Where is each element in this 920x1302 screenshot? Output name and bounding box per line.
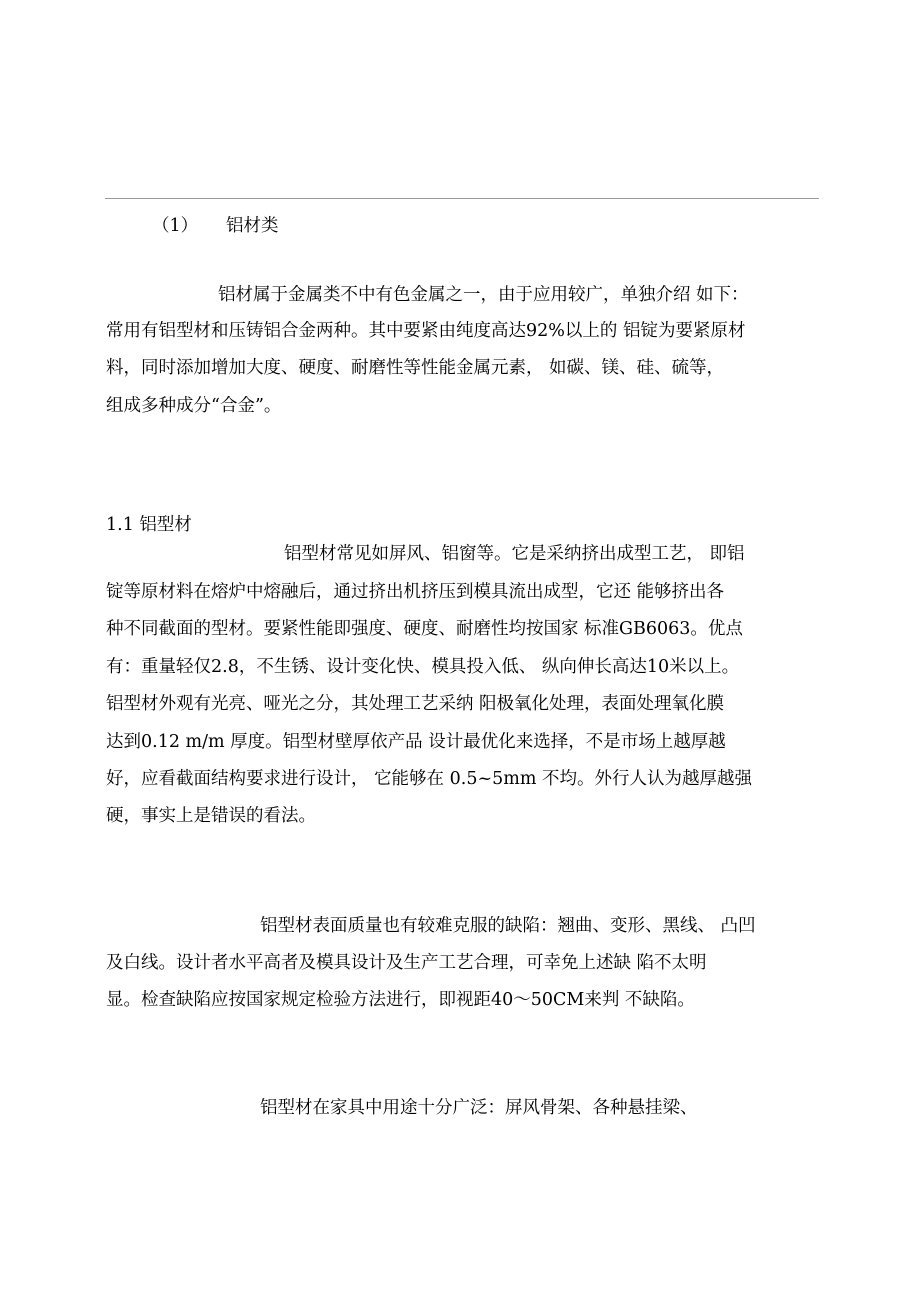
para1-line-6: 达到0.12 m/m 厚度。铝型材壁厚依产品 设计最优化来选择，不是市场上越厚越	[106, 732, 726, 752]
section-number: （1）	[152, 216, 199, 236]
section-title: 铝材类	[226, 216, 279, 236]
intro-line-4: 组成多种成分“合金”。	[106, 396, 282, 416]
intro-line-1: 铝材属于金属类不中有色金属之一，由于应用较广，单独介绍 如下：	[218, 285, 749, 305]
para1-line-5: 铝型材外观有光亮、哑光之分，其处理工艺采纳 阳极氧化处理，表面处理氧化膜	[106, 694, 725, 714]
header-rule	[105, 198, 819, 199]
subsection-heading: 1.1 铝型材	[106, 515, 192, 535]
para1-line-1: 铝型材常见如屏风、铝窗等。它是采纳挤出成型工艺， 即铝	[284, 544, 745, 564]
para1-line-2: 锭等原材料在熔炉中熔融后，通过挤出机挤压到模具流出成型，它还 能够挤出各	[106, 582, 725, 602]
para1-line-8: 硬，事实上是错误的看法。	[106, 806, 316, 826]
intro-line-3: 料，同时添加增加大度、硬度、耐磨性等性能金属元素， 如碳、镁、硅、硫等，	[106, 358, 725, 378]
para2-line-1: 铝型材表面质量也有较难克服的缺陷：翘曲、变形、黑线、 凸凹	[260, 916, 756, 936]
para1-line-3: 种不同截面的型材。要紧性能即强度、硬度、耐磨性均按国家 标准GB6063。优点	[106, 619, 743, 639]
intro-line-2: 常用有铝型材和压铸铝合金两种。其中要紧由纯度高达92%以上的 铝锭为要紧原材	[106, 321, 746, 341]
para1-line-4: 有：重量轻仅2.8，不生锈、设计变化快、模具投入低、 纵向伸长高达10米以上。	[106, 657, 740, 677]
para2-line-2: 及白线。设计者水平高者及模具设计及生产工艺合理，可幸免上述缺 陷不太明	[106, 953, 707, 973]
para3-line-1: 铝型材在家具中用途十分广泛：屏风骨架、各种悬挂梁、	[260, 1098, 698, 1118]
para2-line-3: 显。检查缺陷应按国家规定检验方法进行，即视距40〜50CM来判 不缺陷。	[106, 990, 695, 1010]
para1-line-7: 好，应看截面结构要求进行设计， 它能够在 0.5~5mm 不均。外行人认为越厚越强	[106, 769, 753, 789]
